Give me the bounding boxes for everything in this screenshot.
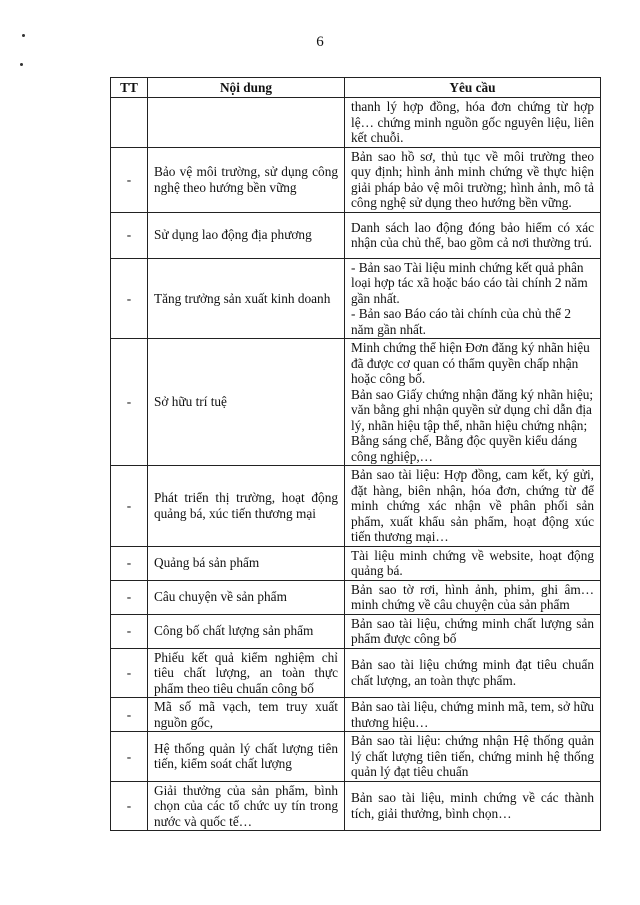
table-row — [111, 732, 601, 782]
row-requirement: Bản sao hồ sơ, thủ tục về môi trường theo quy định; hình ảnh minh chứng về thực hiện giải pháp bảo vệ môi trường; hình ảnh, mô tả công nghệ sử dụng theo hướng bền vững. — [345, 147, 601, 212]
requirement-line: Minh chứng thể hiện Đơn đăng ký nhãn hiệu đã được cơ quan có thẩm quyền chấp nhận hoặc công bố. — [351, 340, 590, 386]
table-header-row — [111, 78, 601, 98]
table-row — [111, 648, 601, 698]
row-number: - — [111, 212, 148, 258]
row-number: - — [111, 339, 148, 466]
row-requirement: Bản sao tờ rơi, hình ảnh, phim, ghi âm… minh chứng về câu chuyện của sản phẩm — [345, 580, 601, 614]
row-requirement — [345, 339, 601, 466]
table-row — [111, 546, 601, 580]
scan-speck — [20, 63, 23, 66]
table-row — [111, 212, 601, 258]
row-number: - — [111, 147, 148, 212]
table-row — [111, 258, 601, 339]
requirements-table — [110, 77, 601, 831]
table-row — [111, 781, 601, 831]
row-requirement: Bản sao tài liệu chứng minh đạt tiêu chuẩn chất lượng, an toàn thực phẩm. — [345, 648, 601, 698]
table-row — [111, 614, 601, 648]
row-content: Công bố chất lượng sản phẩm — [148, 614, 345, 648]
row-requirement: Tài liệu minh chứng về website, hoạt động quảng bá. — [345, 546, 601, 580]
row-requirement: Bản sao tài liệu: Hợp đồng, cam kết, ký gửi, đặt hàng, biên nhận, hóa đơn, chứng từ để minh chứng xác nhận về phân phối sản phẩm, xuất khẩu sản phẩm, hoạt động xúc tiến thương mại… — [345, 466, 601, 547]
table-row — [111, 339, 601, 466]
row-content: Bảo vệ môi trường, sử dụng công nghệ theo hướng bền vững — [148, 147, 345, 212]
row-number: - — [111, 614, 148, 648]
row-content: Phát triển thị trường, hoạt động quảng bá, xúc tiến thương mại — [148, 466, 345, 547]
row-requirement: Bản sao tài liệu, chứng minh mã, tem, sở hữu thương hiệu… — [345, 698, 601, 732]
row-requirement: Bản sao tài liệu: chứng nhận Hệ thống quản lý chất lượng tiên tiến, chứng minh hệ thống quản lý đạt tiêu chuẩn — [345, 732, 601, 782]
row-content: Phiếu kết quả kiểm nghiệm chỉ tiêu chất lượng, an toàn thực phẩm theo tiêu chuẩn công bố — [148, 648, 345, 698]
row-content — [148, 98, 345, 148]
row-number — [111, 98, 148, 148]
table-row — [111, 580, 601, 614]
table-row — [111, 466, 601, 547]
row-requirement: Bản sao tài liệu, chứng minh chất lượng sản phẩm được công bố — [345, 614, 601, 648]
row-number: - — [111, 698, 148, 732]
requirement-line: - Bản sao Báo cáo tài chính của chủ thể 2 năm gần nhất. — [351, 306, 572, 337]
row-number: - — [111, 648, 148, 698]
row-content: Hệ thống quản lý chất lượng tiên tiến, kiểm soát chất lượng — [148, 732, 345, 782]
row-content: Giải thưởng của sản phẩm, bình chọn của các tổ chức uy tín trong nước và quốc tế… — [148, 781, 345, 831]
header-yeu-cau: Yêu cầu — [345, 78, 601, 98]
row-number: - — [111, 466, 148, 547]
row-number: - — [111, 258, 148, 339]
row-number: - — [111, 781, 148, 831]
row-content: Sử dụng lao động địa phương — [148, 212, 345, 258]
table-row — [111, 698, 601, 732]
row-requirement: Bản sao tài liệu, minh chứng về các thành tích, giải thưởng, bình chọn… — [345, 781, 601, 831]
row-content: Quảng bá sản phẩm — [148, 546, 345, 580]
row-number: - — [111, 732, 148, 782]
row-content: Tăng trưởng sản xuất kinh doanh — [148, 258, 345, 339]
table-row — [111, 147, 601, 212]
header-tt: TT — [111, 78, 148, 98]
row-content: Sở hữu trí tuệ — [148, 339, 345, 466]
row-content: Câu chuyện về sản phẩm — [148, 580, 345, 614]
table-row — [111, 98, 601, 148]
row-content: Mã số mã vạch, tem truy xuất nguồn gốc, — [148, 698, 345, 732]
row-number: - — [111, 580, 148, 614]
row-requirement — [345, 258, 601, 339]
requirement-line: - Bản sao Tài liệu minh chứng kết quả phân loại hợp tác xã hoặc báo cáo tài chính 2 năm gần nhất. — [351, 259, 588, 306]
requirement-line: Bản sao Giấy chứng nhận đăng ký nhãn hiệu; văn bằng ghi nhận quyền sử dụng chỉ dẫn địa lý, nhãn hiệu tập thể, nhãn hiệu chứng nhận; Bằng sáng chế, Bằng độc quyền kiểu dáng công nghiệp,… — [351, 386, 594, 464]
row-number: - — [111, 546, 148, 580]
header-noi-dung: Nội dung — [148, 78, 345, 98]
row-requirement: thanh lý hợp đồng, hóa đơn chứng từ hợp lệ… chứng minh nguồn gốc nguyên liệu, liên kết chuỗi. — [345, 98, 601, 148]
page-number: 6 — [316, 34, 324, 50]
row-requirement: Danh sách lao động đóng bảo hiểm có xác nhận của chủ thể, bao gồm cả nơi thường trú. — [345, 212, 601, 258]
